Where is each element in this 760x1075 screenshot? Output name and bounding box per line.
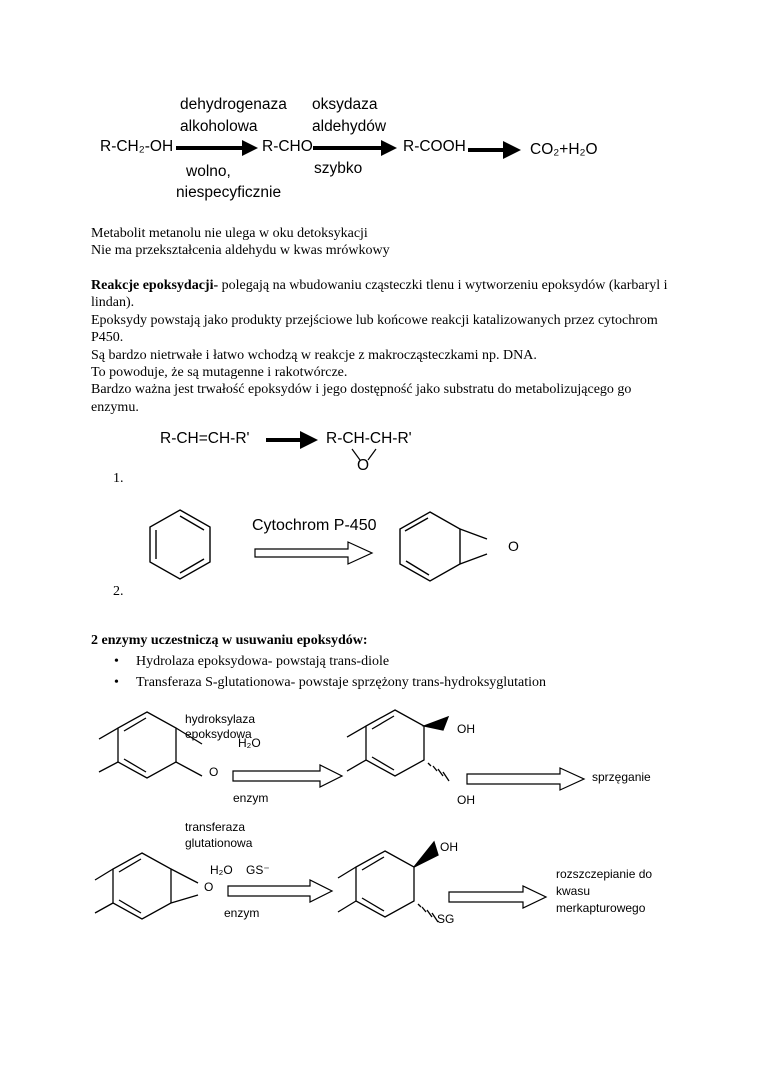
row2-oh-top: OH [440,840,458,854]
condition1-line2: niespecyficznie [176,184,282,201]
enzymes-heading-block [91,632,691,649]
list-item: • Transferaza S-glutationowa- powstaje sprzężony trans-hydroksyglutation [108,672,546,693]
row2-result-line3: merkapturowego [556,901,646,915]
arrow-cytochrome [255,542,372,564]
epoxidation-line5: Bardzo ważna jest trwałość epoksydów i jego dostępność jako substratu do metabolizującego go enzymu. [91,382,632,415]
epoxidation-paragraph [91,277,676,416]
reaction2-enzyme: Cytochrom P-450 [252,517,377,534]
list-item: • Hydrolaza epoksydowa- powstają trans-diole [108,651,546,672]
reaction1-product: R-CH-CH-R' [326,430,412,447]
row2-gs: GS⁻ [246,863,270,877]
benzene-ring [150,510,210,579]
arrow-alcohol-dehydrogenase [176,140,258,156]
methanol-line2: Nie ma przekształcenia aldehydu w kwas mrówkowy [91,243,390,259]
row1-enzyme-label: enzym [233,791,269,805]
reaction1-oxygen: O [357,457,370,474]
row2-enzyme-line1: transferaza [185,820,246,834]
enzyme2-line2: aldehydów [312,118,387,135]
row2-enzyme-line2: glutationowa [185,836,253,850]
row1-enzyme-line2: epoksydowa [185,727,252,741]
epoxidation-line1 [91,277,676,312]
enzymes-heading: 2 enzymy uczestniczą w usuwaniu epoksydów: [91,633,368,648]
reaction2-oxygen: O [508,538,519,554]
arrow-row2-second [449,886,546,908]
arrow-to-co2 [468,141,521,159]
r-cho: R-CHO [262,138,313,155]
enzyme1-line2: alkoholowa [180,118,258,135]
row1-result: sprzęganie [592,770,651,784]
row2-sg: SG [437,912,455,926]
products: CO₂+H₂O [530,141,598,158]
epoxidation-line1-text: polegają na wbudowaniu cząsteczki tlenu i wytworzeniu epoksydów (karbaryl i lindan). [91,278,668,311]
row2-water: H₂O [210,863,233,877]
epoxidation-heading: Reakcje epoksydacji- [91,278,219,293]
row2-oxygen: O [204,880,214,894]
row1-oh-top: OH [457,722,475,736]
enzymes-list [108,651,546,693]
arrow-epoxidation [266,431,318,449]
reaction1-number: 1. [113,471,124,486]
epoxidation-line4: To powoduje, że są mutagenne i rakotwórcze. [91,365,348,381]
arrow-row2-first [228,880,332,902]
arrow-row1-second [467,768,584,790]
enzyme1-line1: dehydrogenaza [180,96,287,113]
diol-ring-row1 [347,710,449,781]
arene-oxide-ring-row2 [95,853,198,919]
row2-enzyme-label: enzym [224,906,260,920]
row2-result-line1: rozszczepianie do [556,867,653,881]
row1-oxygen: O [209,765,219,779]
conjugate-ring-row2 [338,842,438,922]
methanol-note [91,225,691,260]
row1-water: H₂O [238,736,261,750]
epoxidation-line3: Są bardzo nietrwałe i łatwo wchodzą w reakcje z makrocząsteczkami np. DNA. [91,347,537,363]
condition1-line1: wolno, [186,163,231,180]
epoxidation-line2: Epoksydy powstają jako produkty przejściowe lub końcowe reakcji katalizowanych przez cytochrom P450. [91,312,658,346]
row1-enzyme-line1: hydroksylaza [185,712,256,726]
row1-oh-bottom: OH [457,793,475,807]
methanol-line1: Metabolit metanolu nie ulega w oku detoksykacji [91,226,368,241]
row2-result-line2: kwasu [556,884,591,898]
enzyme2-line1: oksydaza [312,96,378,113]
r-ch2-oh: R-CH₂-OH [100,138,174,155]
arrow-aldehyde-oxidase [313,140,397,156]
condition2: szybko [314,160,363,177]
reaction1-reactant: R-CH=CH-R' [160,430,250,447]
arrow-row1-first [233,765,342,787]
arene-oxide-ring [400,512,487,581]
reaction2-number: 2. [113,584,124,599]
r-cooh: R-COOH [403,138,466,155]
